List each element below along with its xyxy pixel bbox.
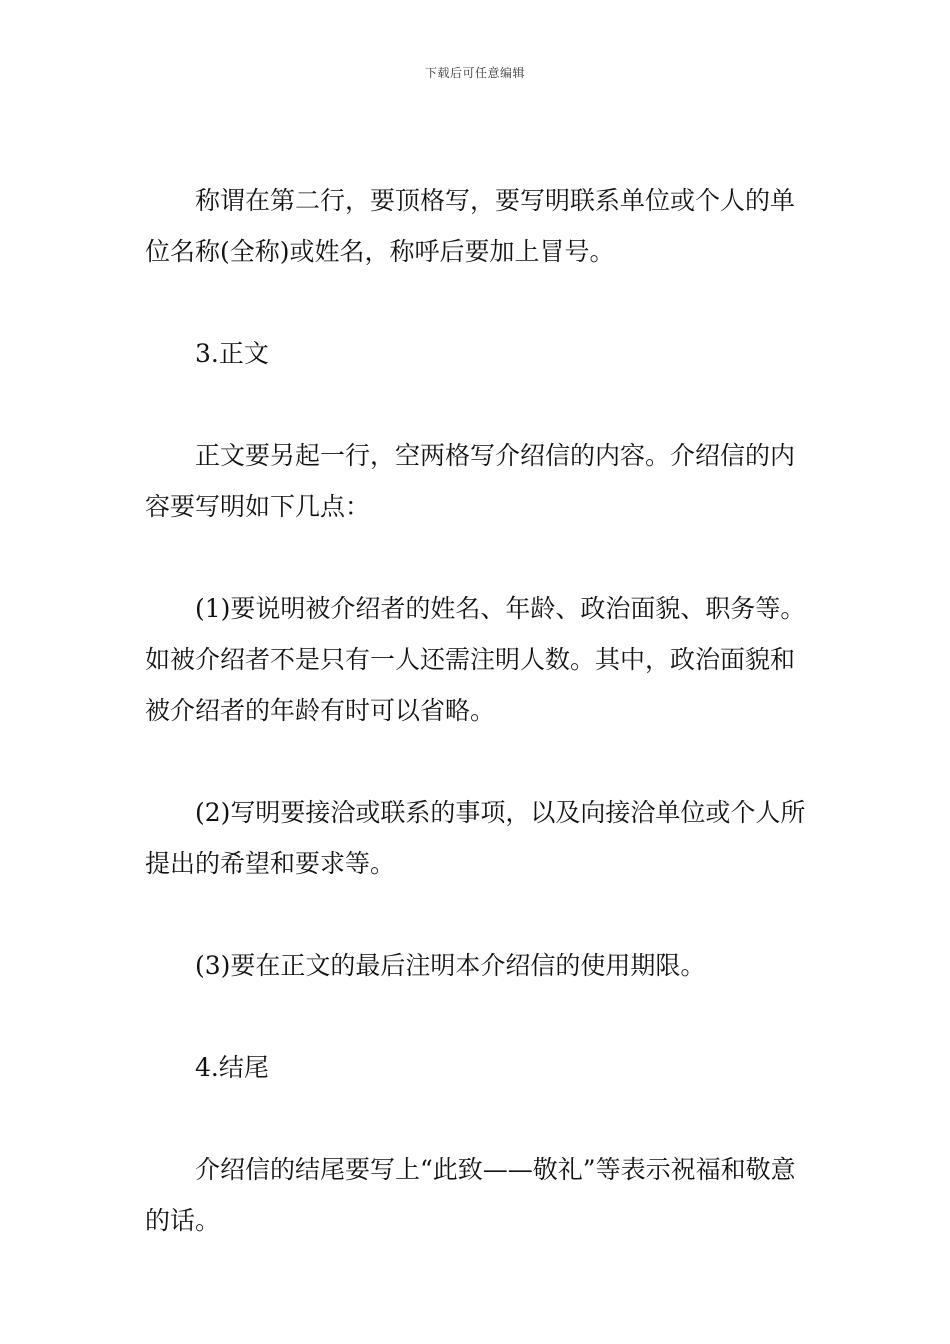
paragraph-ending: 介绍信的结尾要写上“此致——敬礼”等表示祝福和敬意的话。 xyxy=(145,1155,796,1235)
section-heading-ending: 4.结尾 xyxy=(195,1053,269,1082)
document-body xyxy=(145,175,810,1297)
section-heading-body: 3.正文 xyxy=(195,339,269,368)
paragraph-point-3: (3)要在正文的最后注明本介绍信的使用期限。 xyxy=(195,951,706,980)
paragraph-body-intro: 正文要另起一行，空两格写介绍信的内容。介绍信的内容要写明如下几点： xyxy=(145,441,796,521)
paragraph-point-1: (1)要说明被介绍者的姓名、年龄、政治面貌、职务等。如被介绍者不是只有一人还需注明人数。其中，政治面貌和被介绍者的年龄有时可以省略。 xyxy=(145,594,806,725)
paragraph-salutation: 称谓在第二行，要顶格写，要写明联系单位或个人的单位名称(全称)或姓名，称呼后要加上冒号。 xyxy=(145,186,796,266)
paragraph-point-2: (2)写明要接洽或联系的事项，以及向接洽单位或个人所提出的希望和要求等。 xyxy=(145,798,806,878)
page-header-note: 下载后可任意编辑 xyxy=(424,66,525,80)
